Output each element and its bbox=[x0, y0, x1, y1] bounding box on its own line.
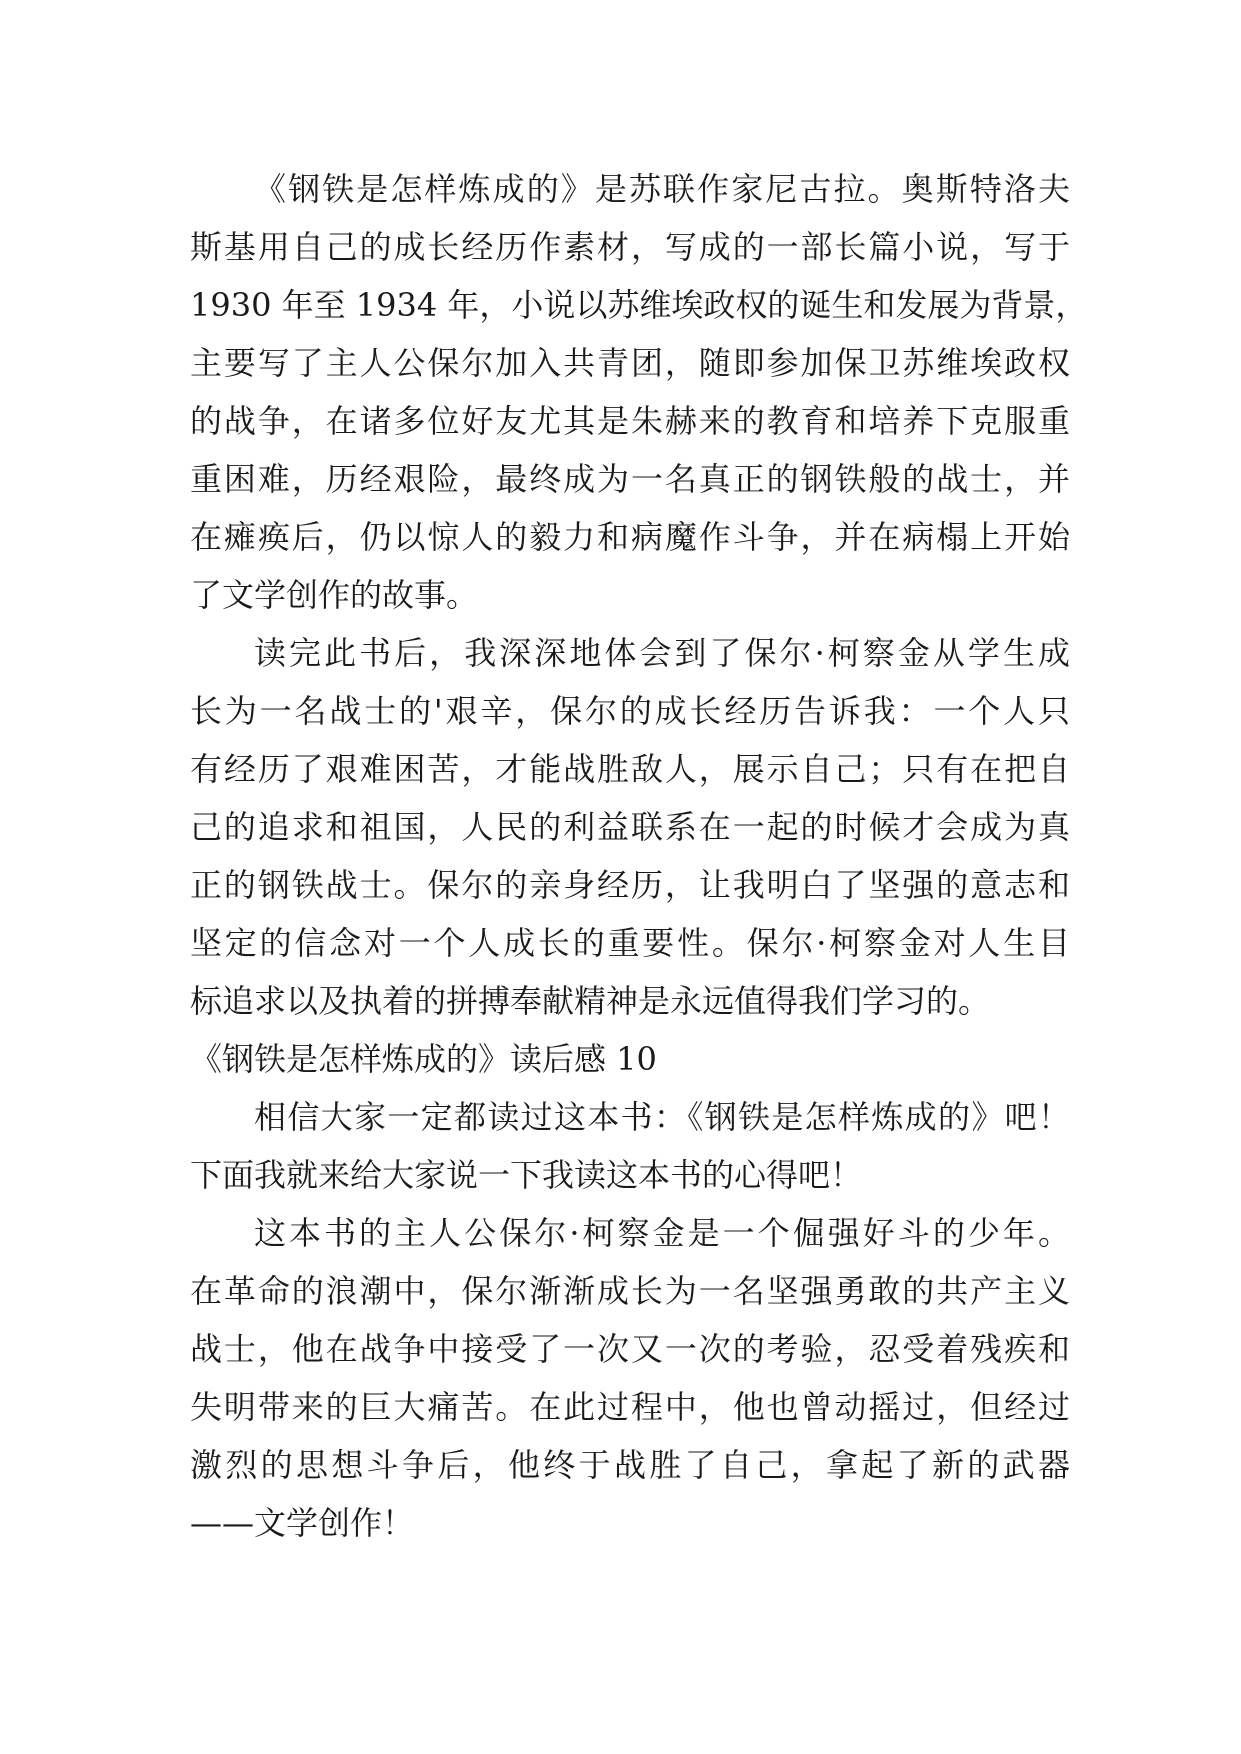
text-line: 有经历了艰难困苦，才能战胜敌人，展示自己；只有在把自 bbox=[190, 750, 1070, 788]
text-line: 在瘫痪后，仍以惊人的毅力和病魔作斗争，并在病榻上开始 bbox=[190, 518, 1070, 556]
text-line: 长为一名战士的'艰辛，保尔的成长经历告诉我：一个人只 bbox=[190, 692, 1070, 730]
text-line: 己的追求和祖国，人民的利益联系在一起的时候才会成为真 bbox=[190, 808, 1070, 846]
text-line: 读完此书后，我深深地体会到了保尔·柯察金从学生成 bbox=[254, 634, 1070, 672]
text-line: 1930 年至 1934 年，小说以苏维埃政权的诞生和发展为背景， bbox=[190, 286, 1088, 324]
text-line: 主要写了主人公保尔加入共青团，随即参加保卫苏维埃政权 bbox=[190, 344, 1070, 382]
text-line: 这本书的主人公保尔·柯察金是一个倔强好斗的少年。 bbox=[254, 1214, 1070, 1252]
paragraph-protagonist bbox=[190, 1204, 1070, 1552]
text-line: ——文学创作！ bbox=[190, 1504, 415, 1542]
text-line: 战士，他在战争中接受了一次又一次的考验，忍受着残疾和 bbox=[190, 1330, 1070, 1368]
text-line: 标追求以及执着的拼搏奉献精神是永远值得我们学习的。 bbox=[190, 982, 991, 1020]
text-line: 斯基用自己的成长经历作素材，写成的一部长篇小说，写于 bbox=[190, 228, 1070, 266]
paragraph-book-summary bbox=[190, 160, 1088, 624]
document-body bbox=[190, 160, 1088, 1552]
text-line: 激烈的思想斗争后，他终于战胜了自己，拿起了新的武器 bbox=[190, 1446, 1070, 1484]
section-heading: 《钢铁是怎样炼成的》读后感 10 bbox=[190, 1040, 657, 1078]
text-line: 了文学创作的故事。 bbox=[190, 576, 479, 614]
text-line: 正的钢铁战士。保尔的亲身经历，让我明白了坚强的意志和 bbox=[190, 866, 1070, 904]
text-line: 在革命的浪潮中，保尔渐渐成长为一名坚强勇敢的共产主义 bbox=[190, 1272, 1070, 1310]
text-line: 的战争，在诸多位好友尤其是朱赫来的教育和培养下克服重 bbox=[190, 402, 1070, 440]
text-line: 《钢铁是怎样炼成的》是苏联作家尼古拉。奥斯特洛夫 bbox=[254, 170, 1070, 208]
text-line: 失明带来的巨大痛苦。在此过程中，他也曾动摇过，但经过 bbox=[190, 1388, 1070, 1426]
text-line: 相信大家一定都读过这本书：《钢铁是怎样炼成的》吧！ bbox=[254, 1098, 1070, 1136]
paragraph-introduction bbox=[190, 1088, 1070, 1204]
paragraph-reflection bbox=[190, 624, 1070, 1030]
text-line: 重困难，历经艰险，最终成为一名真正的钢铁般的战士，并 bbox=[190, 460, 1070, 498]
text-line: 坚定的信念对一个人成长的重要性。保尔·柯察金对人生目 bbox=[190, 924, 1070, 962]
text-line: 下面我就来给大家说一下我读这本书的心得吧！ bbox=[190, 1156, 863, 1194]
